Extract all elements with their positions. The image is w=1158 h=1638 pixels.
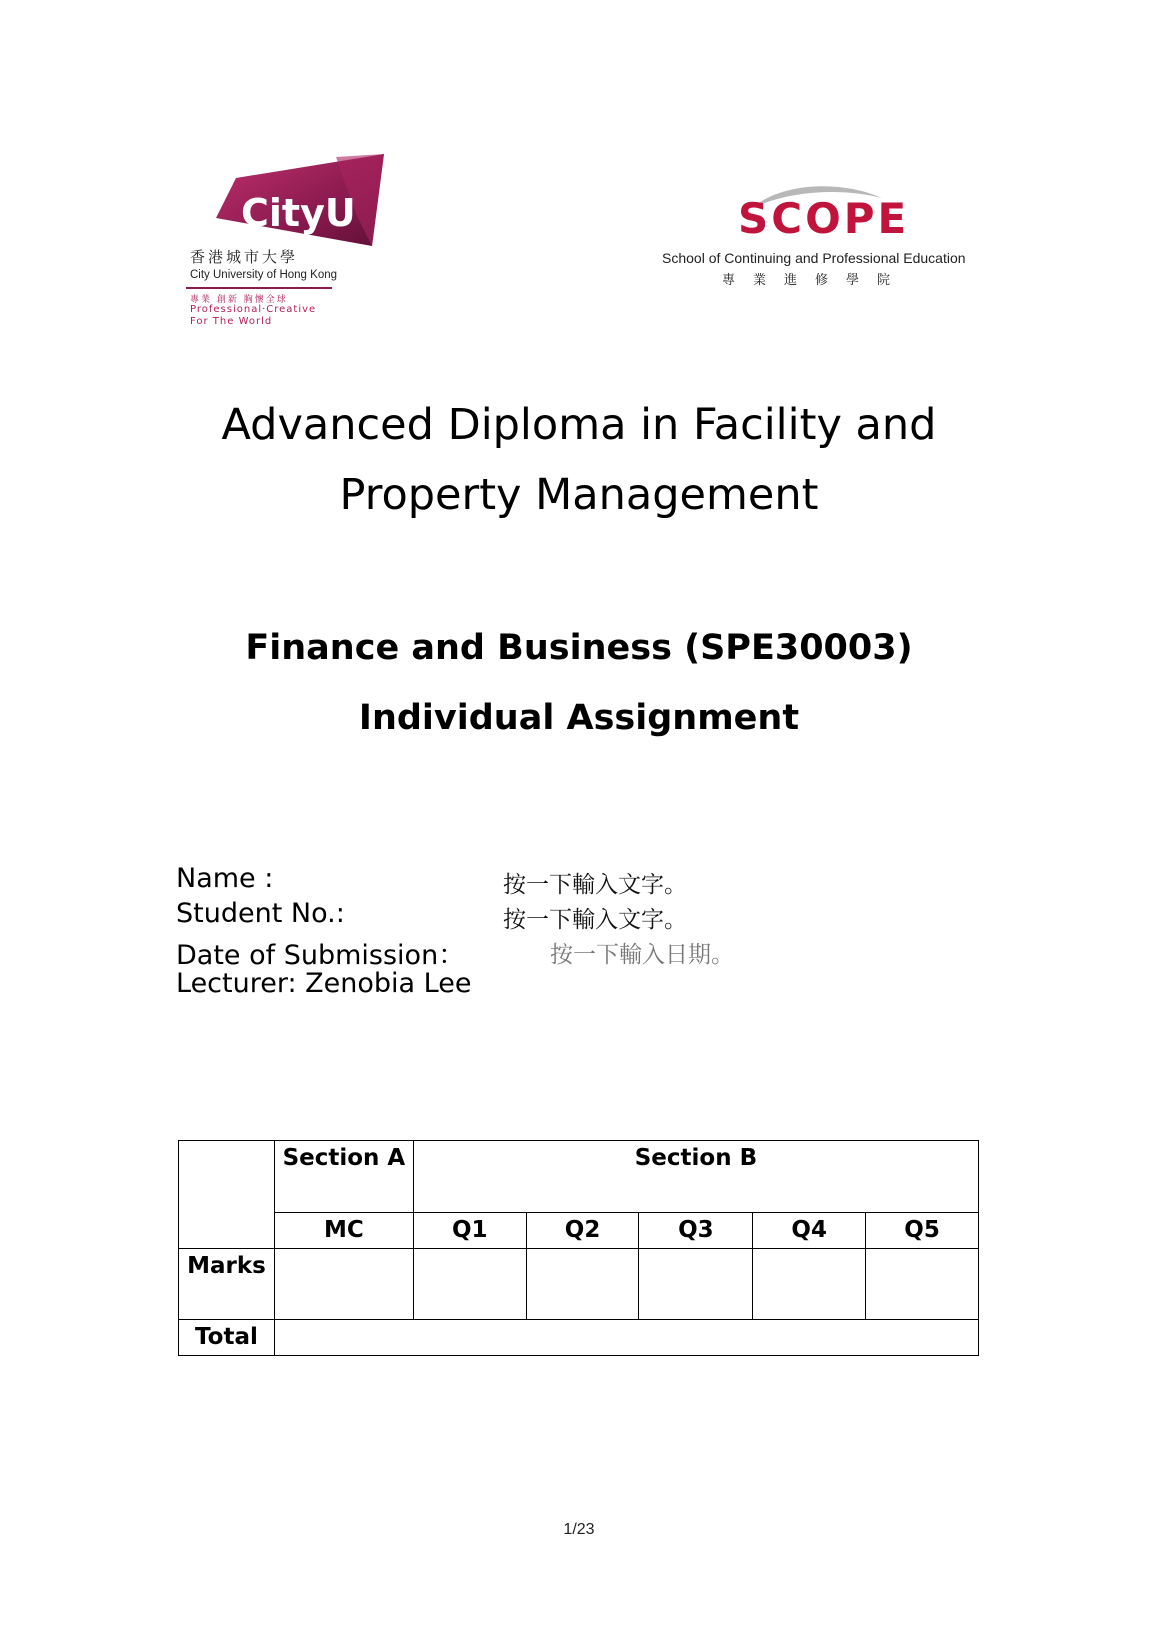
section-b-header: Section B bbox=[413, 1141, 978, 1213]
scope-logo bbox=[650, 178, 990, 288]
cityu-tagline-line2: For The World bbox=[190, 316, 273, 327]
cityu-logo bbox=[186, 154, 406, 332]
q4-marks-cell[interactable] bbox=[753, 1249, 866, 1320]
marks-table bbox=[178, 1140, 979, 1356]
cityu-emblem-icon bbox=[186, 154, 396, 254]
student-no-field[interactable]: 按一下輸入文字。 bbox=[503, 907, 687, 933]
total-row-label: Total bbox=[179, 1320, 275, 1356]
name-field[interactable]: 按一下輸入文字。 bbox=[503, 872, 687, 898]
lecturer-label: Lecturer: Zenobia Lee bbox=[176, 968, 472, 999]
q3-marks-cell[interactable] bbox=[639, 1249, 753, 1320]
cityu-wordmark: CityU bbox=[241, 191, 356, 235]
table-subheader-row bbox=[179, 1213, 979, 1249]
section-a-header: Section A bbox=[274, 1141, 413, 1213]
cityu-divider bbox=[186, 287, 332, 289]
cityu-english-name: City University of Hong Kong bbox=[190, 269, 338, 281]
table-header-row bbox=[179, 1141, 979, 1213]
course-name: Finance and Business (SPE30003) bbox=[245, 628, 913, 668]
table-corner-cell bbox=[179, 1141, 275, 1249]
mc-marks-cell[interactable] bbox=[274, 1249, 413, 1320]
q2-marks-cell[interactable] bbox=[526, 1249, 639, 1320]
cityu-tagline-cn: 專業 創新 胸懷全球 bbox=[190, 295, 288, 305]
cityu-tagline-line1: Professional·Creative bbox=[190, 304, 317, 315]
marks-row-label: Marks bbox=[179, 1249, 275, 1320]
q1-header: Q1 bbox=[413, 1213, 526, 1249]
student-no-label: Student No.: bbox=[176, 898, 345, 929]
scope-chinese-name: 專業進修學院 bbox=[722, 273, 909, 288]
total-marks-cell[interactable] bbox=[274, 1320, 978, 1356]
programme-title-line2: Property Management bbox=[339, 470, 819, 520]
q1-marks-cell[interactable] bbox=[413, 1249, 526, 1320]
cityu-chinese-name: 香港城市大學 bbox=[190, 248, 299, 266]
scope-english-name: School of Continuing and Professional Education bbox=[662, 250, 966, 266]
q2-header: Q2 bbox=[526, 1213, 639, 1249]
q3-header: Q3 bbox=[639, 1213, 753, 1249]
table-row bbox=[179, 1320, 979, 1356]
mc-header: MC bbox=[274, 1213, 413, 1249]
date-of-submission-label: Date of Submission： bbox=[176, 940, 466, 971]
table-row bbox=[179, 1249, 979, 1320]
q5-marks-cell[interactable] bbox=[866, 1249, 979, 1320]
assignment-type: Individual Assignment bbox=[358, 698, 800, 738]
scope-wordmark: SCOPE bbox=[738, 194, 910, 243]
name-label: Name : bbox=[176, 863, 274, 894]
page-number: 1/23 bbox=[563, 1521, 595, 1538]
q4-header: Q4 bbox=[753, 1213, 866, 1249]
date-of-submission-field[interactable]: 按一下輸入日期。 bbox=[550, 942, 734, 968]
programme-title-line1: Advanced Diploma in Facility and bbox=[221, 400, 937, 450]
q5-header: Q5 bbox=[866, 1213, 979, 1249]
